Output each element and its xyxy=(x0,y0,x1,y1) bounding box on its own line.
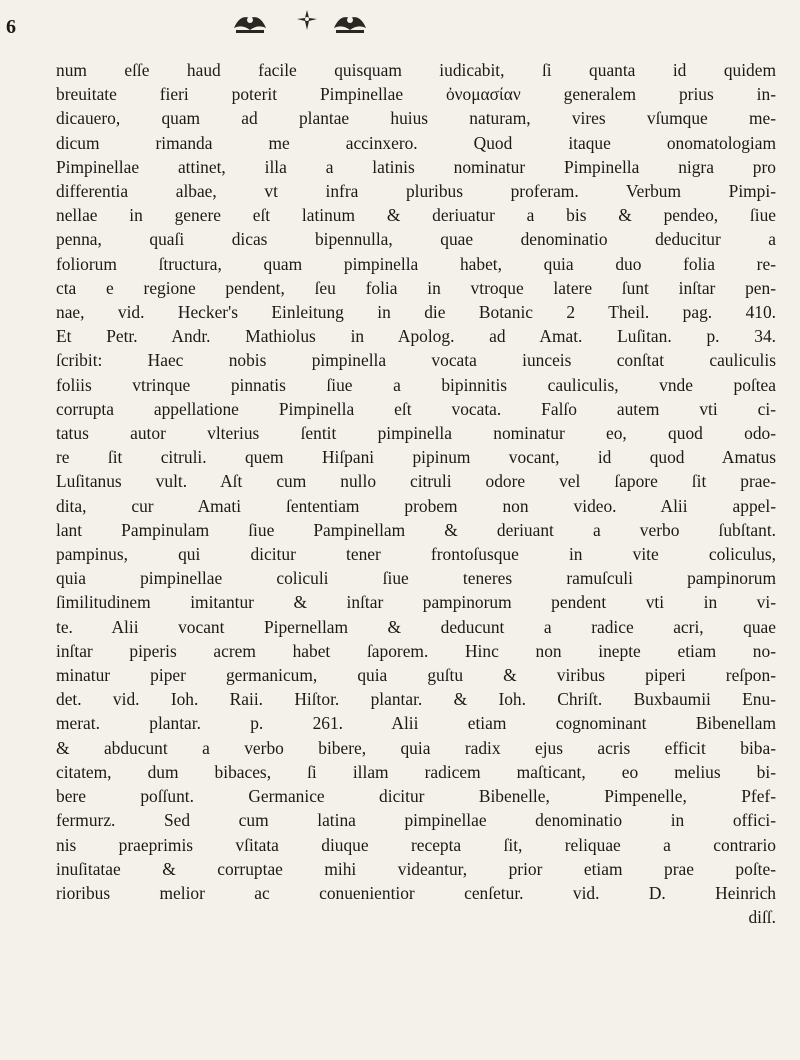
text-line: merat. plantar. p. 261. Alii etiam cognominant Bibenellam xyxy=(56,713,776,734)
text-line: Luſitanus vult. Aſt cum nullo citruli odore vel ſapore ſit prae- xyxy=(56,471,776,492)
text-line: Pimpinellae attinet, illa a latinis nominatur Pimpinella nigra pro xyxy=(56,156,776,177)
page-header xyxy=(0,2,800,62)
left-fleuron-icon xyxy=(230,6,270,38)
text-line: foliis vtrinque pinnatis ſiue a bipinnitis cauliculis, vnde poſtea xyxy=(56,374,776,395)
text-line: nae, vid. Hecker's Einleitung in die Botanic 2 Theil. pag. 410. xyxy=(56,302,776,323)
text-line: breuitate fieri poterit Pimpinellae ὀνομασίαν generalem prius in- xyxy=(56,84,776,105)
text-line: Et Petr. Andr. Mathiolus in Apolog. ad Amat. Luſitan. p. 34. xyxy=(56,326,776,347)
center-star-ornament-icon xyxy=(294,6,320,38)
text-line: & abducunt a verbo bibere, quia radix ejus acris efficit biba- xyxy=(56,737,776,758)
text-line: det. vid. Ioh. Raii. Hiſtor. plantar. & Ioh. Chriſt. Buxbaumii Enu- xyxy=(56,689,776,710)
text-line: fermurz. Sed cum latina pimpinellae denominatio in offici- xyxy=(56,810,776,831)
text-line: pampinus, qui dicitur tener frontoſusque in vite coliculus, xyxy=(56,544,776,565)
text-line: dicauero, quam ad plantae huius naturam, vires vſumque me- xyxy=(56,108,776,129)
text-line: re ſit citruli. quem Hiſpani pipinum vocant, id quod Amatus xyxy=(56,447,776,468)
text-line: lant Pampinulam ſiue Pampinellam & deriuant a verbo ſubſtant. xyxy=(56,519,776,540)
text-line: ſimilitudinem imitantur & inſtar pampinorum pendent vti in vi- xyxy=(56,592,776,613)
text-line: dicum rimanda me accinxero. Quod itaque onomatologiam xyxy=(56,132,776,153)
text-line: bere poſſunt. Germanice dicitur Bibenelle, Pimpenelle, Pfef- xyxy=(56,786,776,807)
catchword: diſſ. xyxy=(748,907,776,928)
text-line: quia pimpinellae coliculi ſiue teneres ramuſculi pampinorum xyxy=(56,568,776,589)
body-text xyxy=(56,58,776,929)
text-line: foliorum ſtructura, quam pimpinella habet, quia duo folia re- xyxy=(56,253,776,274)
text-line: nis praeprimis vſitata diuque recepta ſit, reliquae a contrario xyxy=(56,834,776,855)
text-line: nellae in genere eſt latinum & deriuatur a bis & pendeo, ſiue xyxy=(56,205,776,226)
text-line: num eſſe haud facile quisquam iudicabit, ſi quanta id quidem xyxy=(56,60,776,80)
text-line: differentia albae, vt infra pluribus proferam. Verbum Pimpi- xyxy=(56,181,776,202)
text-line: corrupta appellatione Pimpinella eſt vocata. Falſo autem vti ci- xyxy=(56,398,776,419)
text-line: inſtar piperis acrem habet ſaporem. Hinc non inepte etiam no- xyxy=(56,640,776,661)
text-line: ſcribit: Haec nobis pimpinella vocata iunceis conſtat cauliculis xyxy=(56,350,776,371)
text-line: citatem, dum bibaces, ſi illam radicem maſticant, eo melius bi- xyxy=(56,761,776,782)
text-line: rioribus melior ac conuenientior cenſetur. vid. D. Heinrich xyxy=(56,882,776,903)
text-line: minatur piper germanicum, quia guſtu & viribus piperi reſpon- xyxy=(56,665,776,686)
text-line: tatus autor vlterius ſentit pimpinella nominatur eo, quod odo- xyxy=(56,423,776,444)
text-line: inuſitatae & corruptae mihi videantur, prior etiam prae poſte- xyxy=(56,858,776,879)
text-line: cta e regione pendent, ſeu folia in vtroque latere ſunt inſtar pen- xyxy=(56,277,776,298)
page-number: 6 xyxy=(6,16,16,38)
right-fleuron-icon xyxy=(330,6,370,38)
text-line: penna, quaſi dicas bipennulla, quae denominatio deducitur a xyxy=(56,229,776,250)
text-line: dita, cur Amati ſententiam probem non video. Alii appel- xyxy=(56,495,776,516)
text-line: te. Alii vocant Pipernellam & deducunt a radice acri, quae xyxy=(56,616,776,637)
